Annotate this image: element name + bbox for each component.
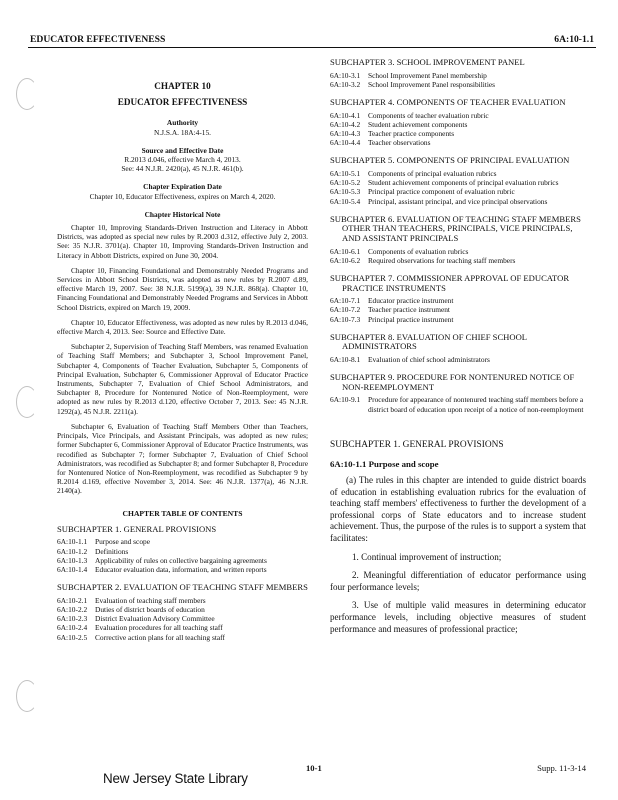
toc-entry [330,247,586,256]
toc-entry-text: Corrective action plans for all teaching staff [95,632,225,642]
body-list-item: 3. Use of multiple valid measures in determining educator performance levels, including objective measures of student performance and measures of professional practice; [330,600,586,634]
left-column [57,58,308,642]
toc-list [330,395,586,413]
body-list-item: 2. Meaningful differentiation of educator performance using four performance levels; [330,570,586,592]
toc-entry-number: 6A:10-6.2 [330,255,361,265]
toc-entry-text: Required observations for teaching staff members [368,255,516,265]
right-column [330,58,586,635]
toc-entry [330,305,586,314]
toc-entry-number: 6A:10-4.1 [330,110,361,120]
toc-entry [330,80,586,89]
toc-entry-number: 6A:10-5.4 [330,196,361,206]
body-paragraph: (a) The rules in this chapter are intended to guide district boards of education in establishing evaluation rubrics for the evaluation of teaching staff members' effectiveness to further the development of a professional corps of State educators and to increase student achievement. Thus, the purpose of the rules is to support a system that facilitates: [330,474,586,543]
toc-entry [330,315,586,324]
toc-entry-number: 6A:10-9.1 [330,395,361,405]
chapter-number: CHAPTER 10 [154,81,211,91]
toc-title: CHAPTER TABLE OF CONTENTS [122,508,243,518]
section-title: 6A:10-1.1 Purpose and scope [330,458,439,469]
toc-entry [57,547,308,556]
toc-entry [57,614,308,623]
toc-entry [330,187,586,196]
supplement-date: Supp. 11-3-14 [537,763,586,773]
body-list-item: 1. Continual improvement of instruction; [352,551,502,562]
toc-entry-number: 6A:10-7.2 [330,305,361,315]
page-number: 10-1 [306,763,322,773]
toc-entry [57,556,308,565]
header-chapter-title: EDUCATOR EFFECTIVENESS [30,34,166,45]
punch-hole-mark [16,680,38,712]
toc-entry [330,296,586,305]
toc-entry-text: Purpose and scope [95,537,151,547]
subchapter-heading: SUBCHAPTER 1. GENERAL PROVISIONS [330,439,504,450]
toc-entry [330,355,586,364]
toc-entry-text: Teacher observations [368,138,431,148]
chapter-title: EDUCATOR EFFECTIVENESS [117,97,248,108]
toc-entry [330,178,586,187]
toc-list [57,537,308,574]
expiration-label: Chapter Expiration Date [143,182,222,192]
toc-list [330,296,586,324]
toc-entry-number: 6A:10-4.4 [330,138,361,148]
toc-entry-number: 6A:10-1.3 [57,555,88,565]
toc-entry-text: Evaluation of teaching staff members [95,595,206,605]
toc-entry [330,111,586,120]
toc-entry-text: Components of teacher evaluation rubric [368,110,489,120]
toc-entry-text: Applicability of rules on collective bargaining agreements [95,555,267,565]
authority-text: N.J.S.A. 18A:4-15. [153,127,212,137]
toc-entry [57,565,308,574]
toc-entry-text: Procedure for appearance of nontenured teaching staff members before a district board of education upon receipt of a notice of non-reemployment [368,395,584,414]
authority-label: Authority [166,118,199,128]
history-paragraph: Chapter 10, Financing Foundational and Demonstrably Needed Programs and Services in Abbott School Districts, was adopted as new rules by R.2007 d.89, effective March 19, 2007. See: 38 N.J.R. 5199(a), 39 N.J.R. 868(a). Chapter 10, Financing Foundational and Demonstrably Needed Programs and Services in Abbott School Districts, expired on March 19, 2009. [57,265,308,312]
toc-entry-number: 6A:10-4.2 [330,119,361,129]
toc-entry-text: Components of evaluation rubrics [368,246,469,256]
toc-entry [57,623,308,632]
toc-entry-text: Teacher practice instrument [368,305,450,315]
toc-entry [57,596,308,605]
source-label: Source and Effective Date [141,145,224,155]
toc-list [57,596,308,642]
expiration-text: Chapter 10, Educator Effectiveness, expires on March 4, 2020. [89,191,276,201]
toc-entry-number: 6A:10-5.2 [330,178,361,188]
toc-entry-text: Definitions [95,546,129,556]
toc-entry-number: 6A:10-7.1 [330,296,361,306]
library-footer: New Jersey State Library [103,771,248,786]
toc-list [330,355,586,364]
toc-entry-number: 6A:10-2.4 [57,623,88,633]
toc-entry [330,71,586,80]
toc-entry-number: 6A:10-2.2 [57,604,88,614]
toc-entry [57,633,308,642]
toc-entry-text: Teacher practice components [368,129,455,138]
toc-entry-number: 6A:10-6.1 [330,246,361,256]
toc-entry [330,197,586,206]
history-label: Chapter Historical Note [144,209,221,219]
toc-subchapter-title: SUBCHAPTER 2. EVALUATION OF TEACHING STAFF MEMBERS [57,582,308,593]
toc-entry-number: 6A:10-3.1 [330,70,361,80]
toc-subchapter-title: SUBCHAPTER 8. EVALUATION OF CHIEF SCHOOL ADMINISTRATORS [330,331,527,352]
toc-entry-number: 6A:10-1.4 [57,564,88,574]
punch-hole-mark [16,78,38,110]
toc-entry-number: 6A:10-4.3 [330,129,361,138]
toc-subchapter-title: SUBCHAPTER 3. SCHOOL IMPROVEMENT PANEL [330,57,525,67]
toc-entry-number: 6A:10-2.5 [57,632,88,642]
toc-entry [330,256,586,265]
toc-subchapter-title: SUBCHAPTER 6. EVALUATION OF TEACHING STAFF MEMBERS OTHER THAN TEACHERS, PRINCIPALS, VICE PRINCIPALS, AND ASSISTANT PRINCIPALS [330,213,581,243]
toc-entry-text: Educator practice instrument [368,296,454,306]
toc-subchapter-title: SUBCHAPTER 1. GENERAL PROVISIONS [57,523,217,534]
toc-entry [330,169,586,178]
toc-subchapter-title: SUBCHAPTER 9. PROCEDURE FOR NONTENURED NOTICE OF NON-REEMPLOYMENT [330,372,575,392]
toc-entry-text: Evaluation procedures for all teaching staff [95,623,223,633]
toc-entry [330,138,586,147]
history-paragraph: Subchapter 2, Supervision of Teaching Staff Members, was renamed Evaluation of Teaching Staff Members; and Subchapter 3, School Improvement Panel, Subchapter 4, Components of Teacher Evaluation, Subchapter 5, Components of Principal Evaluation, Subchapter 6, Commissioner Approval of Educator Practice Instruments, Subchapter 7, Evaluation of Chief School Administrators, and Subchapter 8, Procedure for Nontenured Notice of Non-Reemployment, were adopted as new rules by R.2013 d.120, effective October 7, 2013. See: 45 N.J.R. 1292(a), 45 N.J.R. 2211(a). [57,342,308,416]
history-paragraph: Chapter 10, Improving Standards-Driven Instruction and Literacy in Abbott Districts, was adopted as special new rules by R.2003 d.312, effective July 2, 2003. See: 35 N.J.R. 3701(a). Chapter 10, Improving Standards-Driven Instruction and Literacy in Abbott Districts, expired on June 30, 2004. [57,223,308,260]
toc-entry-text: Duties of district boards of education [95,604,205,614]
history-paragraph: Chapter 10, Educator Effectiveness, was adopted as new rules by R.2013 d.046, effective March 4, 2013. See: Source and Effective Date. [57,317,308,337]
toc-entry-text: Student achievement components [368,119,468,129]
toc-entry-number: 6A:10-2.1 [57,595,88,605]
toc-entry-number: 6A:10-8.1 [330,354,361,364]
toc-subchapter-title: SUBCHAPTER 5. COMPONENTS OF PRINCIPAL EVALUATION [330,155,570,166]
toc-entry-text: Principal practice instrument [368,314,454,324]
toc-list [330,71,586,89]
toc-entry-text: Components of principal evaluation rubrics [368,169,497,178]
toc-entry [330,395,586,413]
toc-entry [57,537,308,546]
toc-subchapter-title: SUBCHAPTER 7. COMMISSIONER APPROVAL OF EDUCATOR PRACTICE INSTRUMENTS [330,273,570,293]
toc-entry-text: Evaluation of chief school administrators [368,354,490,364]
header-section-number: 6A:10-1.1 [554,34,594,45]
toc-entry-number: 6A:10-2.3 [57,614,88,624]
toc-entry [330,120,586,129]
toc-entry-text: District Evaluation Advisory Committee [95,614,215,624]
toc-entry-text: Educator evaluation data, information, and written reports [95,564,267,574]
running-header [28,33,596,48]
toc-list [330,247,586,265]
toc-entry [330,129,586,138]
punch-hole-mark [16,386,38,418]
toc-entry-text: Student achievement components of principal evaluation rubrics [368,178,559,188]
toc-entry-number: 6A:10-5.1 [330,169,361,178]
toc-entry-number: 6A:10-7.3 [330,314,361,324]
toc-entry-number: 6A:10-5.3 [330,187,361,197]
toc-entry-text: Principal practice component of evaluation rubric [368,187,515,197]
toc-entry-number: 6A:10-1.1 [57,537,88,547]
toc-entry-text: School Improvement Panel responsibilities [368,79,496,89]
toc-entry-number: 6A:10-3.2 [330,79,361,89]
toc-entry-text: Principal, assistant principal, and vice principal observations [368,196,548,206]
toc-entry-text: School Improvement Panel membership [368,70,487,80]
toc-list [330,169,586,206]
source-line: See: 44 N.J.R. 2420(a), 45 N.J.R. 461(b). [121,164,244,174]
toc-subchapter-title: SUBCHAPTER 4. COMPONENTS OF TEACHER EVALUATION [330,97,566,107]
toc-entry-number: 6A:10-1.2 [57,546,88,556]
toc-list [330,111,586,148]
source-line: R.2013 d.046, effective March 4, 2013. [124,155,241,165]
history-paragraph: Subchapter 6, Evaluation of Teaching Staff Members Other than Teachers, Principals, Vice Principals, and Assistant Principals, was adopted as new rules; former Subchapter 6, Commissioner Approval of Educator Practice Instruments, was recodified as Subchapter 7; former Subchapter 7, Evaluation of Chief School Administrators, was recodified as Subchapter 8; and former Subchapter 8, Procedure for Nontenured Notice of Non-Reemployment, was recodified as Subchapter 9 by R.2014 d.169, effective November 3, 2014. See: 46 N.J.R. 1377(a), 46 N.J.R. 2140(a). [57,421,309,496]
toc-entry [57,605,308,614]
